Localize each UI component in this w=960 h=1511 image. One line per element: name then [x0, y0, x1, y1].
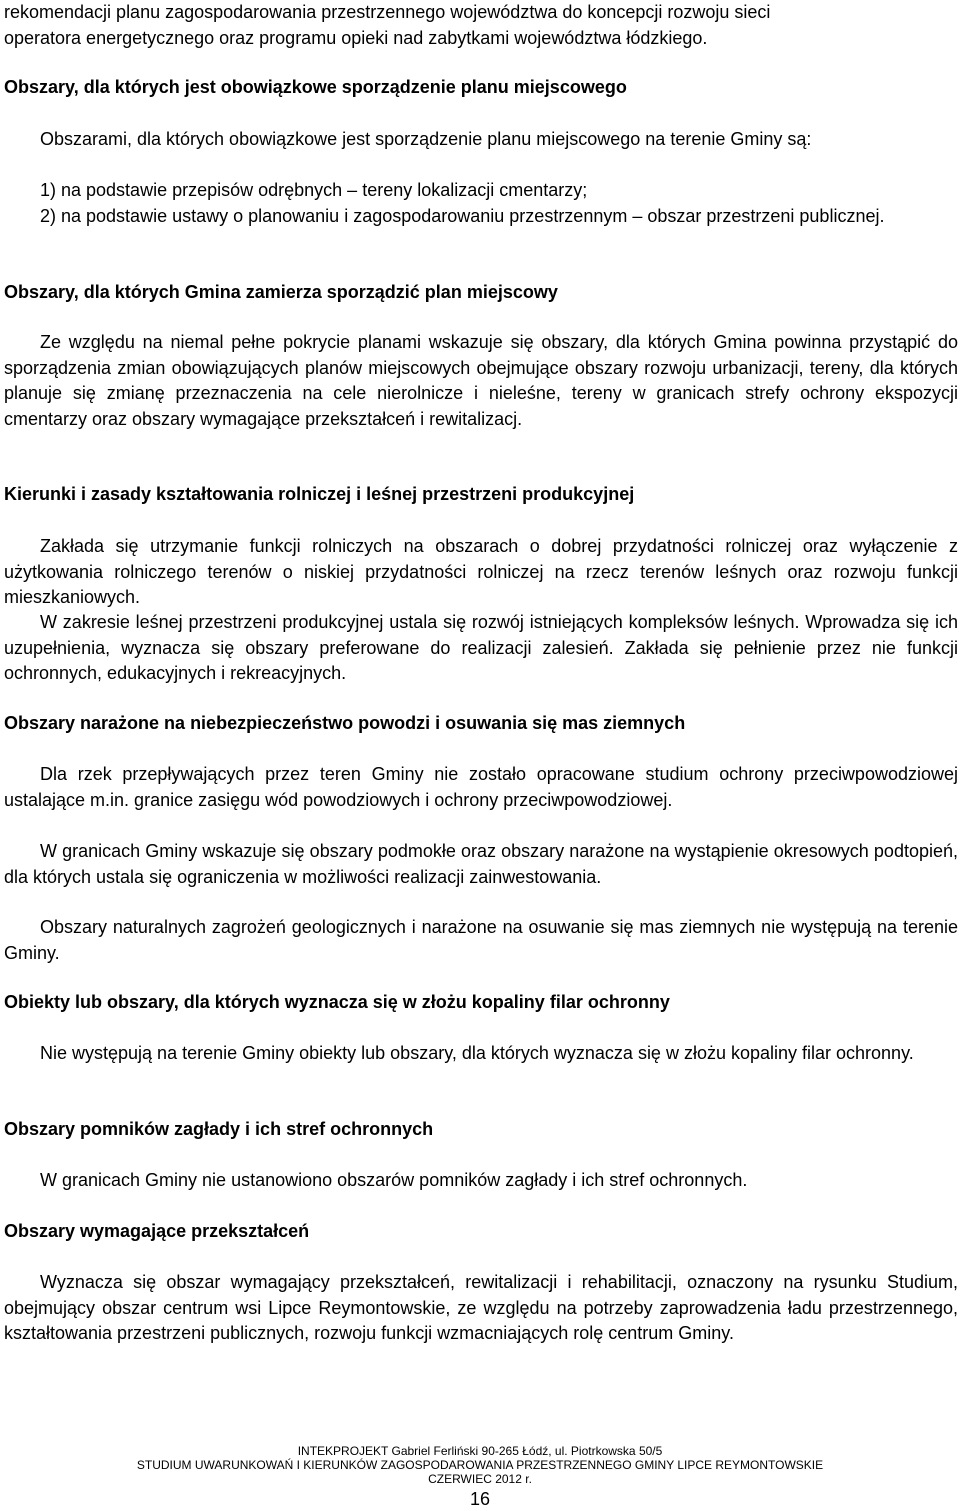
footer-company: INTEKPROJEKT Gabriel Ferliński 90-265 Łódź, ul. Piotrkowska 50/5 — [297, 1444, 663, 1458]
section-heading: Obszary, dla których jest obowiązkowe sporządzenie planu miejscowego — [4, 77, 627, 97]
paragraph: Nie występują na terenie Gminy obiekty lub obszary, dla których wyznacza się w złożu kopaliny filar ochronny. — [40, 1043, 914, 1063]
section-heading: Kierunki i zasady kształtowania rolniczej i leśnej przestrzeni produkcyjnej — [4, 484, 635, 504]
paragraph: Ze względu na niemal pełne pokrycie planami wskazuje się obszary, dla których Gmina powinna przystąpić do sporządzenia zmian obowiązujących planów miejscowych obejmujące obszary rozwoju urbanizacji, tereny, dla których planuje się zmianę przeznaczenia na cele nierolnicze i nieleśne, tereny w granicach strefy ochrony ekspozycji cmentarzy oraz obszary wymagające przekształceń i rewitalizacj. — [4, 332, 958, 429]
intro-line: rekomendacji planu zagospodarowania przestrzennego województwa do koncepcji rozwoju sieci — [4, 2, 771, 22]
paragraph: Wyznacza się obszar wymagający przekształceń, rewitalizacji i rehabilitacji, oznaczony na rysunku Studium, obejmujący obszar centrum wsi Lipce Reymontowskie, ze względu na potrzeby zaprowadzenia ładu przestrzennego, kształtowania przestrzeni publicznych, rozwoju funkcji wzmacniających rolę centrum Gminy. — [4, 1272, 958, 1343]
paragraph: Obszarami, dla których obowiązkowe jest sporządzenie planu miejscowego na terenie Gminy są: — [40, 129, 812, 149]
page-number: 16 — [469, 1489, 491, 1509]
paragraph: W zakresie leśnej przestrzeni produkcyjnej ustala się rozwój istniejących kompleksów leśnych. Wprowadza się ich uzupełnienia, wyznacza się obszary preferowane do realizacji zalesień. Zakłada się pełnienie przez nie funkcji ochronnych, edukacyjnych i rekreacyjnych. — [4, 612, 958, 683]
list-item: 2) na podstawie ustawy o planowaniu i zagospodarowaniu przestrzennym – obszar przestrzeni publicznej. — [40, 205, 885, 226]
paragraph: W granicach Gminy nie ustanowiono obszarów pomników zagłady i ich stref ochronnych. — [40, 1170, 748, 1190]
section-heading: Obszary pomników zagłady i ich stref ochronnych — [4, 1119, 434, 1139]
paragraph: Dla rzek przepływających przez teren Gminy nie zostało opracowane studium ochrony przeciwpowodziowej ustalające m.in. granice zasięgu wód powodziowych i ochrony przeciwpowodziowej. — [4, 764, 958, 810]
paragraph: Obszary naturalnych zagrożeń geologicznych i narażone na osuwanie się mas ziemnych nie występują na terenie Gminy. — [4, 917, 958, 963]
section-heading: Obiekty lub obszary, dla których wyznacza się w złożu kopaliny filar ochronny — [4, 992, 670, 1012]
list-item: 1) na podstawie przepisów odrębnych – tereny lokalizacji cmentarzy; — [40, 180, 588, 200]
footer-document-title: STUDIUM UWARUNKOWAŃ I KIERUNKÓW ZAGOSPODAROWANIA PRZESTRZENNEGO GMINY LIPCE REYMONTOWSKIE — [136, 1458, 824, 1472]
intro-line: operatora energetycznego oraz programu opieki nad zabytkami województwa łódzkiego. — [4, 28, 708, 48]
section-heading: Obszary wymagające przekształceń — [4, 1221, 310, 1241]
footer-date: CZERWIEC 2012 r. — [428, 1472, 532, 1486]
paragraph: Zakłada się utrzymanie funkcji rolniczych na obszarach o dobrej przydatności rolniczej oraz wyłączenie z użytkowania rolniczego terenów o niskiej przydatności rolniczej na rzecz terenów leśnych oraz rozwoju funkcji mieszkaniowych. — [4, 536, 958, 607]
requirement-list — [4, 178, 958, 229]
page-footer — [0, 1444, 960, 1486]
section-heading: Obszary narażone na niebezpieczeństwo powodzi i osuwania się mas ziemnych — [4, 713, 686, 733]
paragraph: W granicach Gminy wskazuje się obszary podmokłe oraz obszary narażone na wystąpienie okresowych podtopień, dla których ustala się ograniczenia w możliwości realizacji zainwestowania. — [4, 841, 958, 887]
section-heading: Obszary, dla których Gmina zamierza sporządzić plan miejscowy — [4, 282, 558, 302]
